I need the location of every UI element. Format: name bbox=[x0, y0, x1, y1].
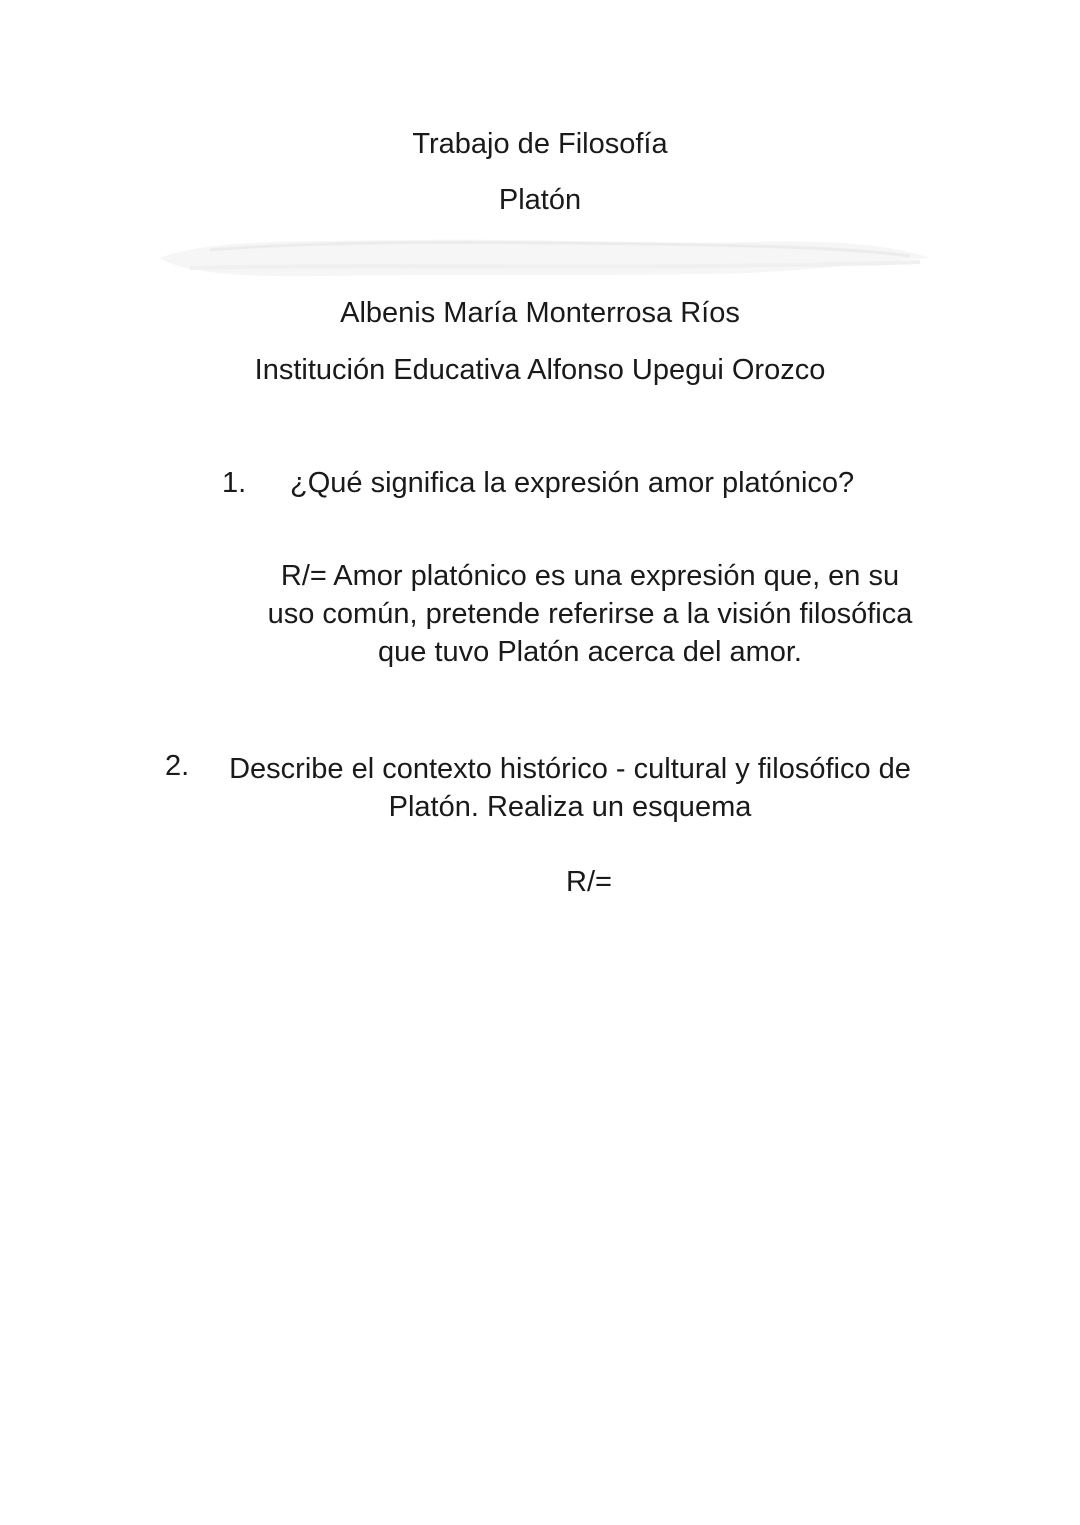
erased-text-smudge bbox=[150, 228, 940, 288]
answer-1 bbox=[230, 557, 950, 671]
answer-1-line: que tuvo Platón acerca del amor. bbox=[378, 636, 802, 668]
document-subtitle: Platón bbox=[498, 184, 582, 216]
question-2-line: Describe el contexto histórico - cultural y filosófico de bbox=[229, 753, 911, 785]
answer-1-line: uso común, pretende referirse a la visión filosófica bbox=[267, 598, 913, 630]
answer-2: R/= bbox=[566, 866, 612, 898]
answer-1-line: R/= Amor platónico es una expresión que, en su bbox=[280, 560, 900, 592]
institution-name: Institución Educativa Alfonso Upegui Orozco bbox=[254, 354, 826, 386]
question-1-number: 1. bbox=[222, 467, 247, 499]
question-2-number: 2. bbox=[165, 750, 190, 782]
author-name: Albenis María Monterrosa Ríos bbox=[340, 297, 740, 329]
question-2-line: Platón. Realiza un esquema bbox=[388, 791, 752, 823]
question-2-text bbox=[220, 750, 920, 826]
document-title: Trabajo de Filosofía bbox=[412, 128, 668, 160]
question-1-text: ¿Qué significa la expresión amor platónico? bbox=[290, 467, 855, 499]
